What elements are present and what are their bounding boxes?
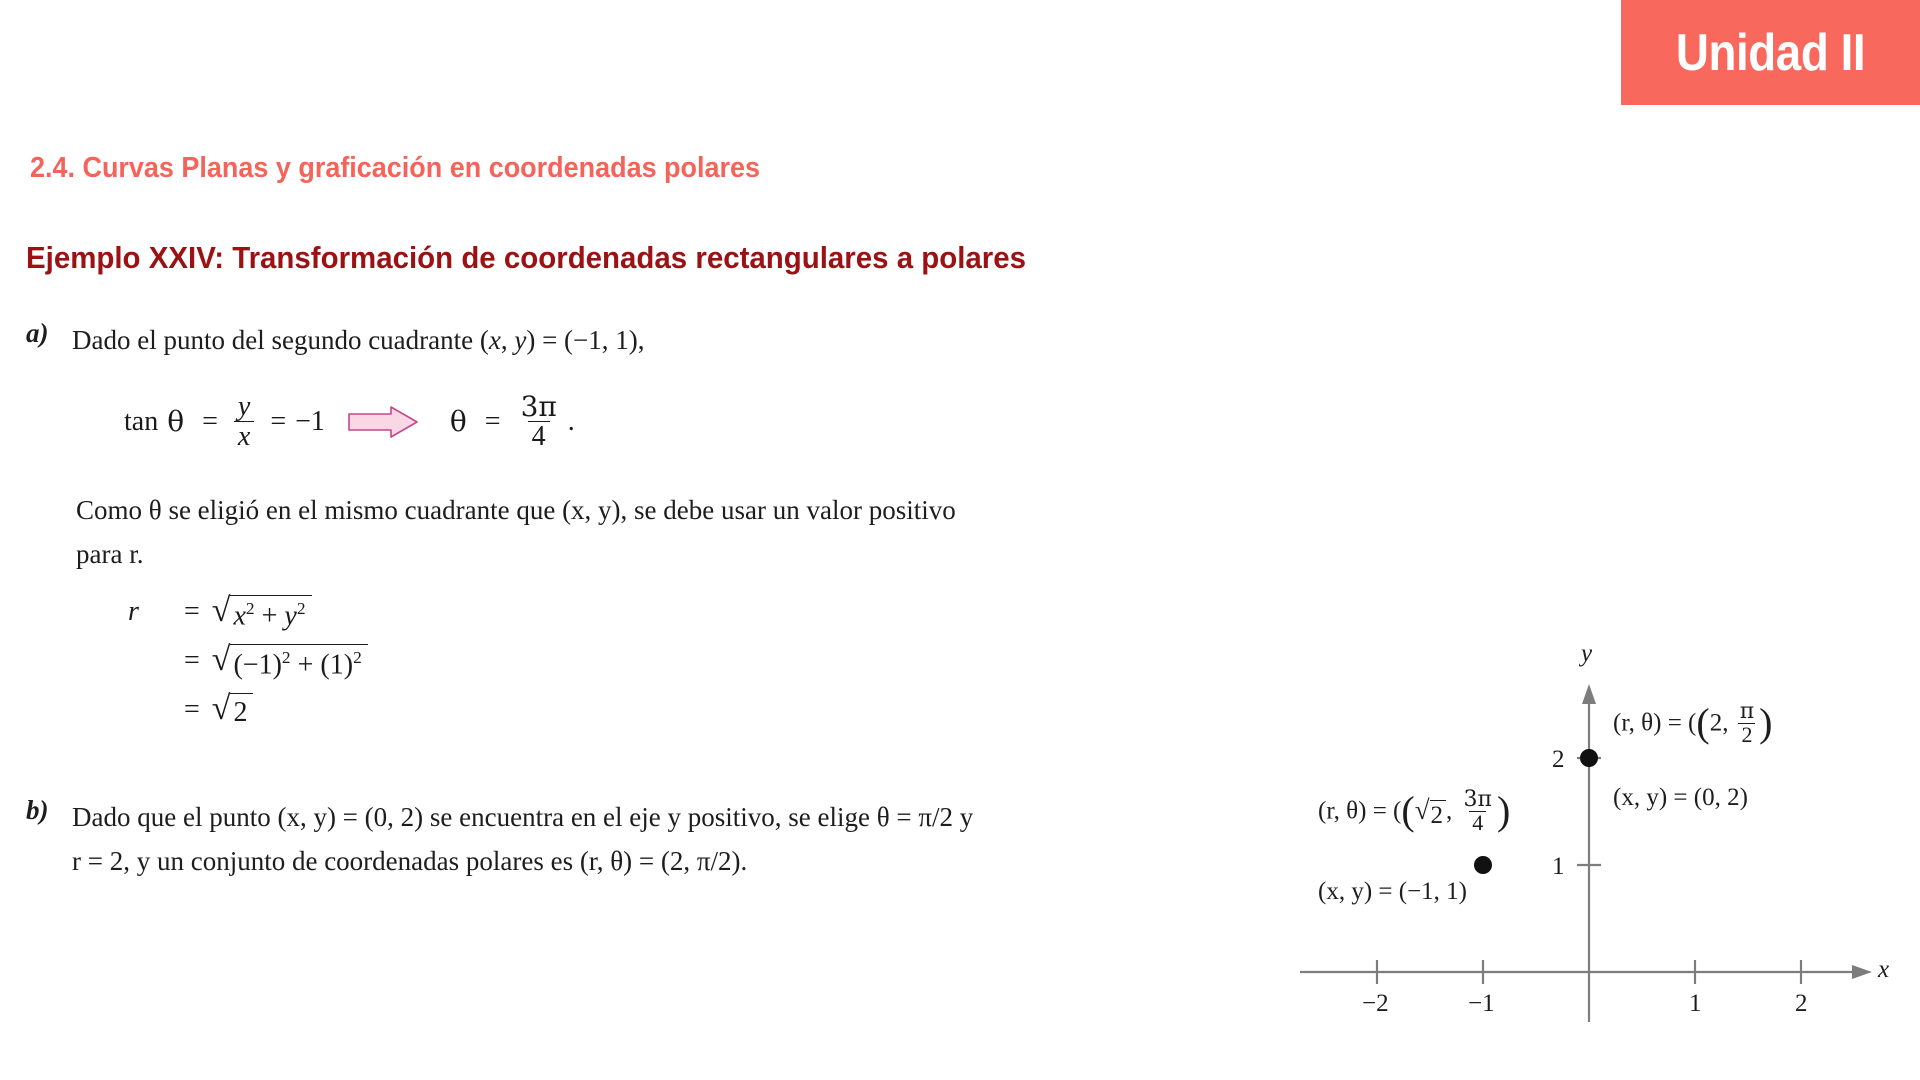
y-axis-arrowhead-icon [1582, 684, 1596, 704]
fraction-y-over-x [234, 392, 254, 452]
x-tick-label-minus2: −2 [1362, 990, 1389, 1017]
radicand-2: $(-1)^2 + (1)^2$ [230, 644, 367, 681]
item-a-intro-text [72, 318, 1072, 362]
point-minus1-1-rect-label: (x, y) = (−1, 1) [1318, 878, 1467, 905]
item-marker-b: b) [26, 795, 49, 825]
polar-separator: , [1722, 709, 1735, 737]
item-a-text-after: ) = (−1, 1), [526, 325, 645, 355]
big-paren-close: ) [1759, 699, 1773, 745]
fraction-3pi-over-4 [517, 392, 561, 452]
equals-sign-r1: = [184, 596, 200, 627]
big-paren-open: ( [1696, 699, 1710, 745]
radical-sign-icon: √ [211, 641, 231, 678]
coordinate-plot-figure [1300, 640, 1920, 1070]
unit-banner [1621, 0, 1920, 105]
polar-angle-denominator: 2 [1738, 723, 1755, 746]
equation-tangent [124, 392, 575, 452]
radius-blank-2 [128, 690, 184, 694]
equation-radius-line-2 [128, 641, 368, 690]
equals-sign-r2: = [184, 645, 200, 676]
radical-expression-1 [212, 592, 312, 632]
theta-symbol: θ [167, 405, 185, 439]
data-point-0-2 [1580, 749, 1598, 767]
y-tick-label-2: 2 [1552, 746, 1565, 773]
item-a-paragraph-line1: Como θ se eligió en el mismo cuadrante que (x, y), se debe usar un valor positivo [76, 495, 956, 525]
point-0-2-rect-label: (x, y) = (0, 2) [1613, 784, 1748, 811]
polar-radius-radical [1414, 794, 1446, 830]
x-axis-label: x [1878, 956, 1890, 983]
equation-radius-block [128, 592, 368, 739]
point-minus1-1-polar-label [1318, 787, 1511, 836]
theta-symbol-result: θ [449, 405, 467, 439]
polar-angle-denominator: 4 [1469, 811, 1486, 834]
polar-angle-fraction [1461, 789, 1495, 835]
tan-operator: tan [124, 405, 159, 437]
fraction-denominator-x: x [237, 421, 251, 453]
radius-blank-1 [128, 641, 184, 645]
polar-radius: 2 [1709, 709, 1723, 737]
polar-prefix: (r, θ) = ( [1318, 797, 1402, 825]
coordinate-axes-svg [1300, 650, 1920, 1070]
item-a-paragraph [76, 488, 1076, 576]
item-b-line2: r = 2, y un conjunto de coordenadas polares es (r, θ) = (2, π/2). [72, 846, 748, 876]
radical-expression-2 [212, 641, 368, 681]
big-paren-close: ) [1497, 787, 1511, 833]
polar-angle-numerator: π [1739, 699, 1755, 724]
radical-sign-icon: √ [1414, 794, 1430, 825]
unit-banner-label: Unidad II [1675, 23, 1866, 82]
item-a-text-before: Dado el punto del segundo cuadrante ( [72, 325, 489, 355]
equals-sign-3: = [484, 405, 501, 437]
example-heading: Ejemplo XXIV: Transformación de coordenadas rectangulares a polares [26, 240, 1027, 275]
fraction-numerator-y: y [237, 391, 251, 422]
equation-radius-line-1 [128, 592, 368, 641]
x-tick-label-2: 2 [1795, 990, 1808, 1017]
polar-angle-numerator: 3π [1463, 787, 1492, 812]
polar-prefix: (r, θ) = ( [1613, 709, 1697, 737]
radical-sign-icon: √ [211, 592, 231, 629]
item-a-var-y: y [514, 325, 527, 355]
tangent-value: −1 [295, 405, 325, 437]
item-a-var-x: x [488, 325, 501, 355]
x-tick-label-1: 1 [1689, 990, 1702, 1017]
radicand-1: $x^2 + y^2$ [230, 595, 311, 632]
fraction-denominator-4: 4 [528, 421, 550, 451]
section-heading: 2.4. Curvas Planas y graficación en coordenadas polares [30, 152, 761, 184]
implies-arrow-icon [347, 405, 419, 439]
equals-sign-r3: = [184, 694, 200, 725]
period-mark: . [567, 405, 575, 437]
equation-radius-line-3 [128, 690, 368, 739]
polar-radius-value: 2 [1430, 800, 1447, 830]
equals-sign-1: = [202, 405, 218, 437]
big-paren-open: ( [1401, 787, 1415, 833]
point-0-2-polar-label [1613, 699, 1773, 748]
item-b-line1: Dado que el punto (x, y) = (0, 2) se encuentra en el eje y positivo, se elige θ = π/2 y [72, 802, 974, 832]
item-marker-a: a) [26, 318, 49, 348]
item-a-comma: , [500, 325, 515, 355]
fraction-numerator-3pi: 3π [520, 390, 557, 423]
data-point-minus1-1 [1474, 856, 1492, 874]
y-axis-label: y [1581, 640, 1593, 667]
radicand-3: 2 [230, 693, 253, 729]
radical-expression-3 [212, 690, 254, 729]
radius-variable: r [128, 596, 139, 627]
item-b-paragraph [72, 795, 1092, 883]
y-tick-label-1: 1 [1552, 853, 1565, 880]
polar-angle-fraction [1737, 701, 1757, 747]
radical-sign-icon: √ [211, 690, 231, 727]
item-a-paragraph-line2: para r. [76, 539, 144, 569]
equals-sign-2: = [270, 405, 287, 437]
x-axis-arrowhead-icon [1852, 965, 1872, 979]
x-tick-label-minus1: −1 [1468, 990, 1495, 1017]
polar-separator: , [1446, 797, 1459, 825]
